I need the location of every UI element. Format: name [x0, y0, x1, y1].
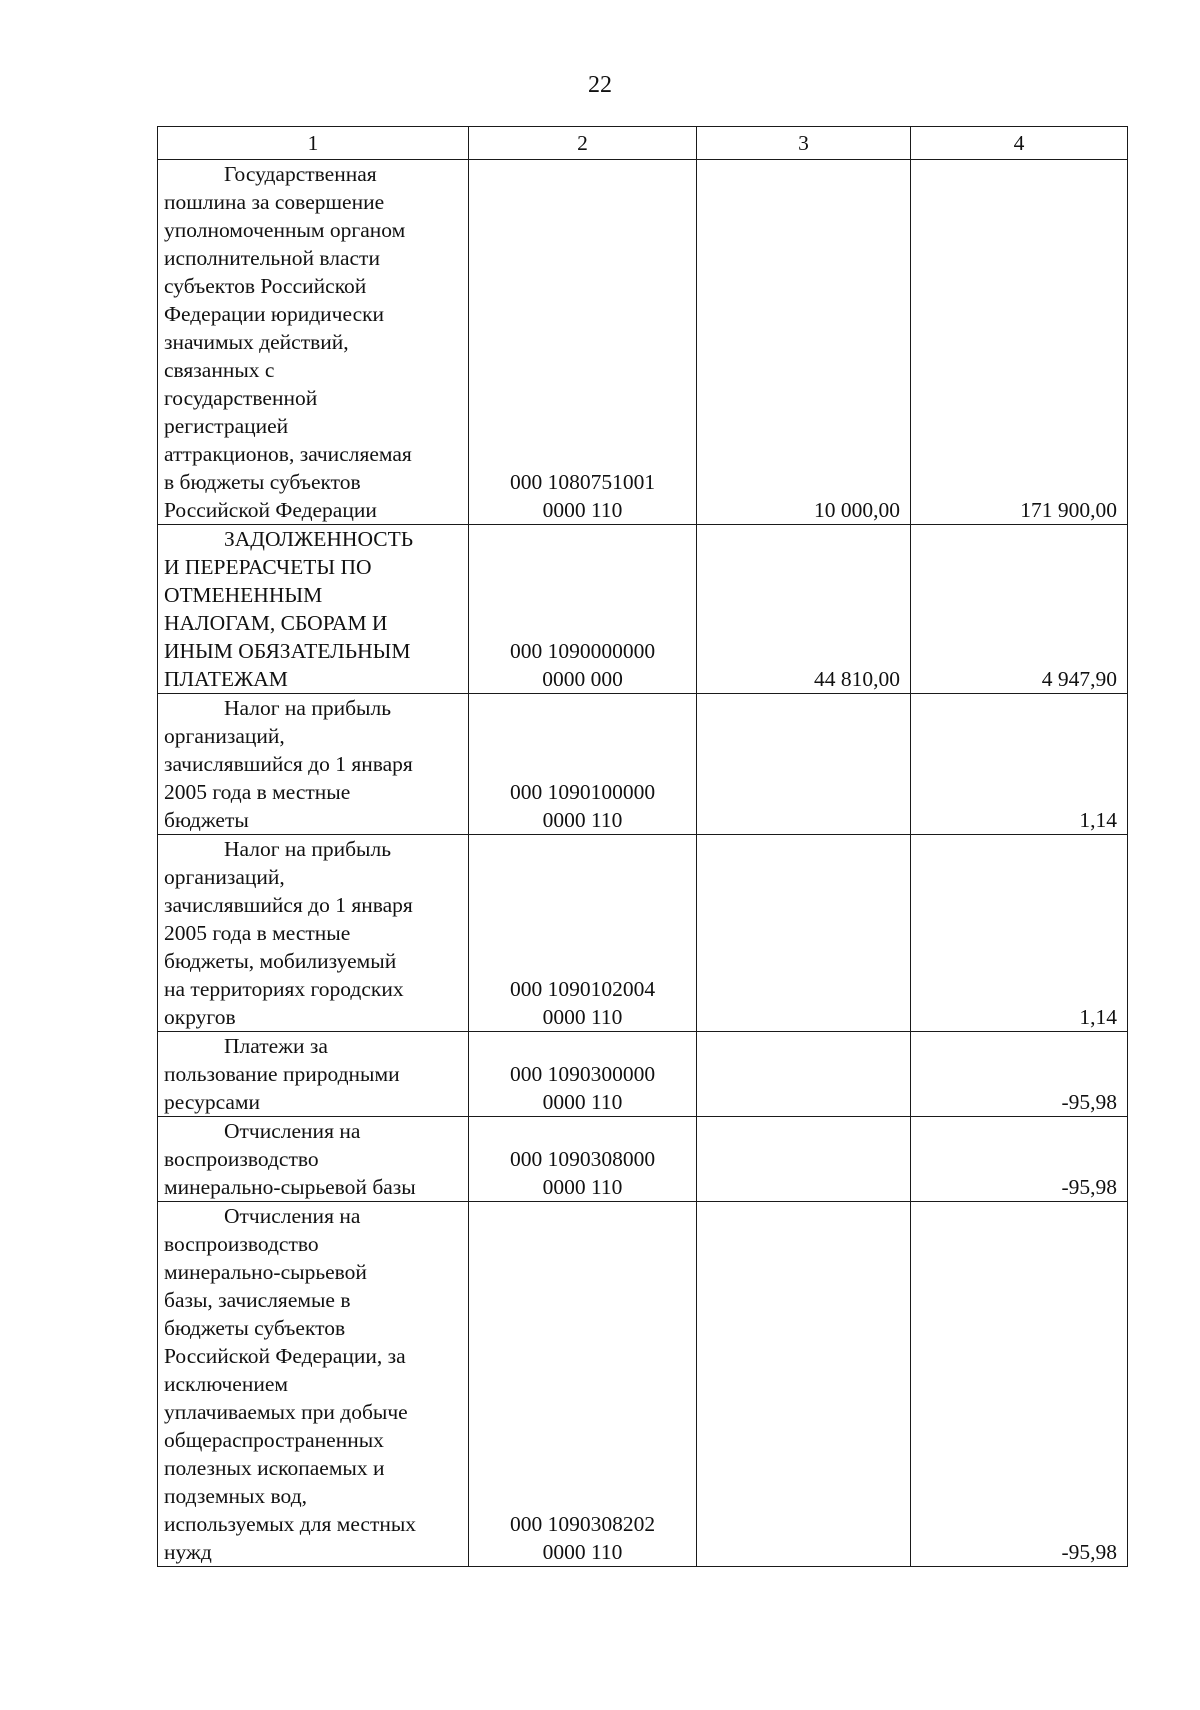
column-number: 4 — [911, 127, 1128, 160]
income-name: Отчисления на воспроизводство минерально-сырьевой базы, зачисляемые в бюджеты субъектов Российской Федерации, за исключением уплачиваемых при добыче общераспространенных полезных ископаемых и подземных вод, используемых для местных нужд — [158, 1202, 469, 1567]
amount-col3 — [697, 694, 911, 835]
income-name: ЗАДОЛЖЕННОСТЬ И ПЕРЕРАСЧЕТЫ ПО ОТМЕНЕННЫМ НАЛОГАМ, СБОРАМ И ИНЫМ ОБЯЗАТЕЛЬНЫМ ПЛАТЕЖАМ — [158, 525, 469, 694]
column-number: 1 — [158, 127, 469, 160]
amount-col4: 171 900,00 — [911, 160, 1128, 525]
amount-col4: 1,14 — [911, 835, 1128, 1032]
table-row — [158, 1032, 1128, 1117]
amount-col3: 44 810,00 — [697, 525, 911, 694]
table-row — [158, 694, 1128, 835]
budget-code: 000 1090000000 0000 000 — [469, 525, 697, 694]
amount-col3 — [697, 835, 911, 1032]
amount-col4: -95,98 — [911, 1202, 1128, 1567]
page-number: 22 — [588, 72, 612, 98]
amount-col4: -95,98 — [911, 1032, 1128, 1117]
table-row — [158, 835, 1128, 1032]
table-row — [158, 160, 1128, 525]
amount-col3 — [697, 1117, 911, 1202]
budget-code: 000 1090308000 0000 110 — [469, 1117, 697, 1202]
amount-col3 — [697, 1032, 911, 1117]
column-number: 3 — [697, 127, 911, 160]
amount-col4: 4 947,90 — [911, 525, 1128, 694]
income-name: Налог на прибыль организаций, зачислявшийся до 1 января 2005 года в местные бюджеты, мобилизуемый на территориях городских округов — [158, 835, 469, 1032]
income-name: Отчисления на воспроизводство минерально-сырьевой базы — [158, 1117, 469, 1202]
budget-code: 000 1080751001 0000 110 — [469, 160, 697, 525]
table-row — [158, 1202, 1128, 1567]
income-name: Платежи за пользование природными ресурсами — [158, 1032, 469, 1117]
amount-col4: 1,14 — [911, 694, 1128, 835]
income-name: Налог на прибыль организаций, зачислявшийся до 1 января 2005 года в местные бюджеты — [158, 694, 469, 835]
budget-code: 000 1090300000 0000 110 — [469, 1032, 697, 1117]
column-number: 2 — [469, 127, 697, 160]
income-name: Государственная пошлина за совершение уполномоченным органом исполнительной власти субъектов Российской Федерации юридически значимых действий, связанных с государственной регистрацией аттракционов, зачисляемая в бюджеты субъектов Российской Федерации — [158, 160, 469, 525]
budget-table — [157, 126, 1128, 1567]
amount-col3 — [697, 1202, 911, 1567]
table-row — [158, 525, 1128, 694]
column-number-row — [158, 127, 1128, 160]
budget-code: 000 1090102004 0000 110 — [469, 835, 697, 1032]
budget-code: 000 1090308202 0000 110 — [469, 1202, 697, 1567]
budget-code: 000 1090100000 0000 110 — [469, 694, 697, 835]
amount-col4: -95,98 — [911, 1117, 1128, 1202]
table-row — [158, 1117, 1128, 1202]
amount-col3: 10 000,00 — [697, 160, 911, 525]
